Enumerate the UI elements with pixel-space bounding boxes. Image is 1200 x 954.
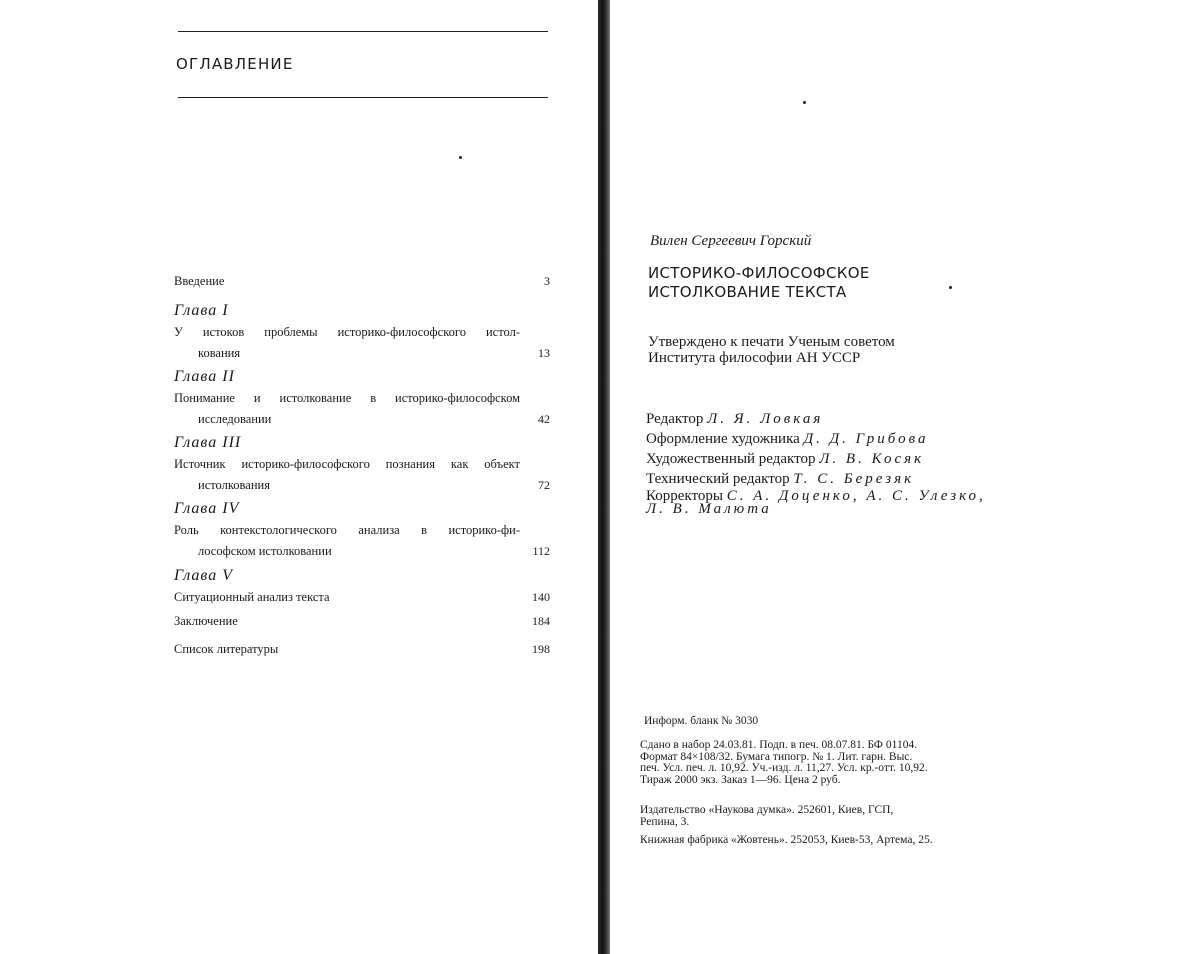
- toc-entry-bibliography: [174, 639, 550, 660]
- toc-entry-title-line2: истолкования: [198, 478, 270, 492]
- heading-rule: [178, 97, 548, 98]
- toc-entry-title-line2: исследовании: [198, 412, 272, 426]
- toc-entry-title-line1: Источник историко-философского познания как объект: [174, 457, 520, 471]
- credit-role: Художественный редактор: [646, 451, 816, 467]
- toc-entry-chapter-4: [174, 500, 550, 562]
- approval-line2: Института философии АН УССР: [648, 350, 861, 366]
- credits-block: [646, 409, 986, 516]
- credit-name: Т. С. Березяк: [793, 471, 915, 487]
- print-speck: [803, 101, 806, 104]
- print-speck: [459, 156, 462, 159]
- toc-entry-chapter-3: [174, 434, 550, 496]
- book-title-line1: ИСТОРИКО-ФИЛОСОФСКОЕ: [648, 264, 870, 282]
- credit-editor: [646, 409, 986, 429]
- print-detail-line: печ. Усл. печ. л. 10,92. Уч.-изд. л. 11,27. Усл. кр.-отт. 10,92.: [640, 762, 928, 774]
- inform-blank: Информ. бланк № 3030: [644, 715, 759, 727]
- chapter-label: Глава II: [174, 368, 235, 385]
- approval-line1: Утверждено к печати Ученым советом: [648, 334, 895, 350]
- credit-designer: [646, 429, 986, 449]
- publisher-line1: Издательство «Наукова думка». 252601, Киев, ГСП,: [640, 804, 894, 816]
- credit-tech-editor: [646, 469, 986, 489]
- toc-page-number: 140: [532, 590, 550, 604]
- print-speck: [949, 286, 952, 289]
- top-rule: [178, 31, 548, 32]
- printer-info: Книжная фабрика «Жовтень». 252053, Киев-53, Артема, 25.: [640, 834, 933, 846]
- chapter-label: Глава I: [174, 302, 229, 319]
- toc-page-number: 184: [532, 614, 550, 628]
- toc-entry-chapter-5: [174, 567, 550, 608]
- toc-entry-title-line1: Понимание и истолкование в историко-философском: [174, 391, 520, 405]
- chapter-label: Глава IV: [174, 500, 240, 517]
- print-detail-line: Тираж 2000 экз. Заказ 1—96. Цена 2 руб.: [640, 773, 841, 786]
- toc-entry-title-line1: Роль контекстологического анализа в историко-фи-: [174, 523, 520, 537]
- toc-entry-title: Список литературы: [174, 642, 279, 656]
- toc-entry-title: Ситуационный анализ текста: [174, 590, 330, 604]
- toc-page-number: 3: [544, 274, 550, 288]
- toc-heading: ОГЛАВЛЕНИЕ: [176, 55, 294, 73]
- credit-name: Л. В. Малюта: [646, 501, 772, 517]
- approval-note: [648, 334, 895, 366]
- credit-role: Редактор: [646, 411, 704, 427]
- publisher-line2: Репина, 3.: [640, 816, 690, 828]
- toc-entry-title-line1: У истоков проблемы историко-философского истол-: [174, 325, 520, 339]
- toc-entry-title: Заключение: [174, 614, 238, 628]
- book-title: [648, 264, 870, 302]
- credit-name: С. А. Доценко, А. С. Улезко,: [726, 488, 986, 504]
- credit-name: Л. В. Косяк: [819, 451, 925, 467]
- credit-role: Оформление художника: [646, 431, 800, 447]
- toc-page-number: 198: [532, 642, 550, 656]
- credit-role: Технический редактор: [646, 471, 790, 487]
- toc-entry-title: Введение: [174, 274, 225, 288]
- credit-art-editor: [646, 449, 986, 469]
- toc-page-number: 13: [538, 346, 550, 360]
- book-spine: [598, 0, 610, 954]
- toc-entry-chapter-1: [174, 302, 550, 364]
- credit-proofreaders-cont: [646, 503, 986, 516]
- toc-entry-title-line2: лософском истолковании: [198, 544, 332, 558]
- toc-page-number: 72: [538, 478, 550, 492]
- chapter-label: Глава III: [174, 434, 242, 451]
- toc-page-number: 112: [532, 544, 550, 558]
- credit-name: Д. Д. Грибова: [803, 431, 929, 447]
- credit-role: Корректоры: [646, 488, 723, 504]
- print-detail-line: Формат 84×108/32. Бумага типогр. № 1. Лит. гарн. Выс.: [640, 750, 913, 763]
- author-name: Вилен Сергеевич Горский: [650, 233, 812, 249]
- print-details: [640, 740, 1016, 786]
- chapter-label: Глава V: [174, 567, 234, 584]
- print-detail-line: Сдано в набор 24.03.81. Подп. в печ. 08.07.81. БФ 01104.: [640, 739, 918, 751]
- credit-name: Л. Я. Ловкая: [707, 411, 824, 427]
- toc-entry-introduction: [174, 271, 550, 292]
- toc-page-number: 42: [538, 412, 550, 426]
- toc-entry-conclusion: [174, 611, 550, 632]
- left-page: [0, 0, 598, 954]
- book-title-line2: ИСТОЛКОВАНИЕ ТЕКСТА: [648, 283, 847, 301]
- publisher-info: [640, 804, 1016, 828]
- toc-entry-title-line2: кования: [198, 346, 241, 360]
- toc-entry-chapter-2: [174, 368, 550, 430]
